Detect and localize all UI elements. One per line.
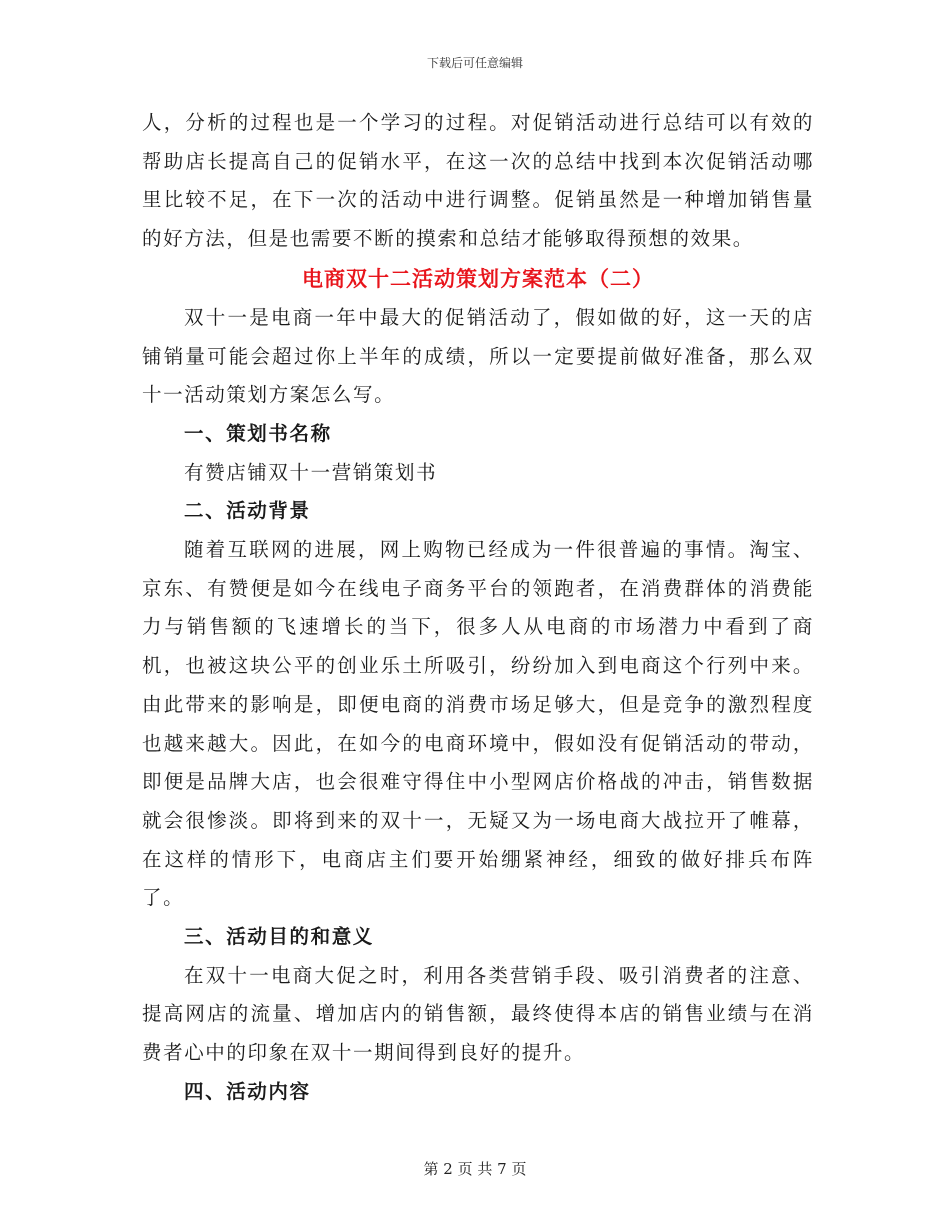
- paragraph-plan-name: 有赞店铺双十一营销策划书: [184, 460, 438, 484]
- document-body: [142, 104, 814, 1112]
- section-heading-purpose: 三、活动目的和意义: [184, 925, 374, 949]
- page-footer: 第 2 页 共 7 页: [423, 1160, 527, 1178]
- section-heading-content: 四、活动内容: [184, 1079, 311, 1103]
- document-title: 电商双十二活动策划方案范本（二）: [302, 265, 654, 291]
- paragraph-purpose: 在双十一电商大促之时，利用各类营销手段、吸引消费者的注意、提高网店的流量、增加店内的销售额，最终使得本店的销售业绩与在消费者心中的印象在双十一期间得到良好的提升。: [142, 963, 814, 1065]
- paragraph-intro: 双十一是电商一年中最大的促销活动了，假如做的好，这一天的店铺销量可能会超过你上半年的成绩，所以一定要提前做好准备，那么双十一活动策划方案怎么写。: [142, 305, 814, 407]
- paragraph-continuation: 人，分析的过程也是一个学习的过程。对促销活动进行总结可以有效的帮助店长提高自己的促销水平，在这一次的总结中找到本次促销活动哪里比较不足，在下一次的活动中进行调整。促销虽然是一种增加销售量的好方法，但是也需要不断的摸索和总结才能够取得预想的效果。: [142, 111, 814, 251]
- paragraph-background: 随着互联网的进展，网上购物已经成为一件很普遍的事情。淘宝、京东、有赞便是如今在线电子商务平台的领跑者，在消费群体的消费能力与销售额的飞速增长的当下，很多人从电商的市场潜力中看到了商机，也被这块公平的创业乐土所吸引，纷纷加入到电商这个行列中来。由此带来的影响是，即便电商的消费市场足够大，但是竞争的激烈程度也越来越大。因此，在如今的电商环境中，假如没有促销活动的带动，即便是品牌大店，也会很难守得住中小型网店价格战的冲击，销售数据就会很惨淡。即将到来的双十一，无疑又为一场电商大战拉开了帷幕，在这样的情形下，电商店主们要开始绷紧神经，细致的做好排兵布阵了。: [142, 538, 814, 910]
- section-heading-name: 一、策划书名称: [184, 421, 332, 445]
- header-note: 下载后可任意编辑: [426, 56, 523, 70]
- section-heading-background: 二、活动背景: [184, 499, 311, 523]
